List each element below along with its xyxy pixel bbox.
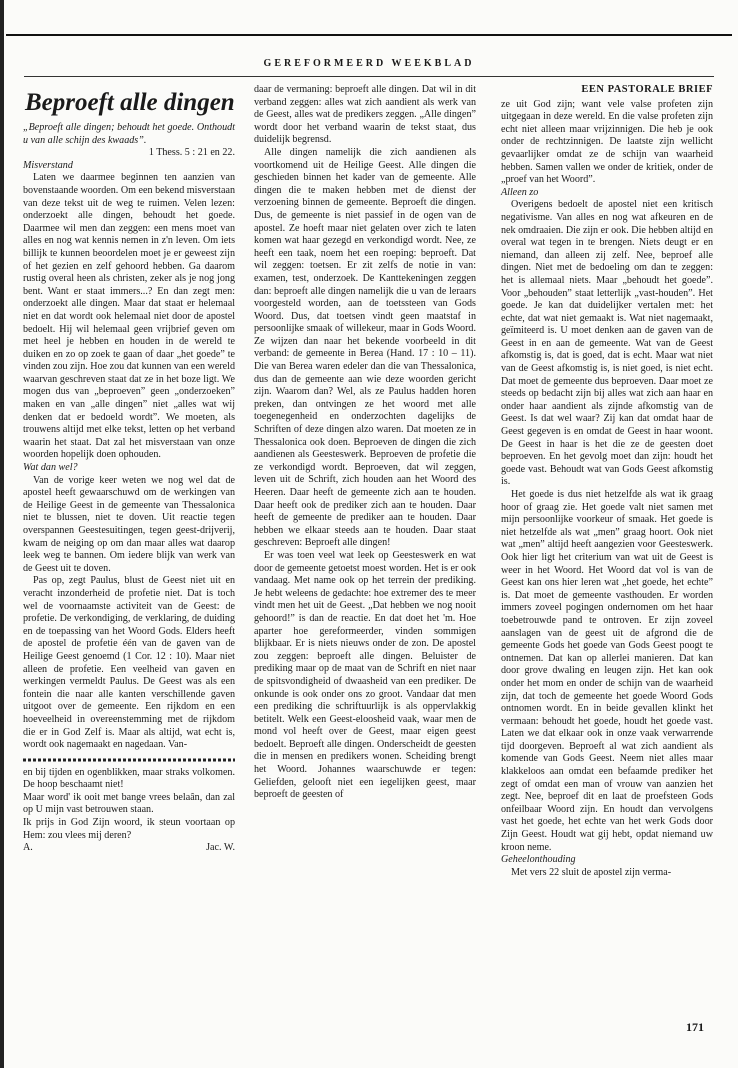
paragraph: Overigens bedoelt de apostel niet een kritisch negativisme. Van alles en nog wat afkeuren en de nek omdraaien. Die zijn er ook. Die hebben altijd en overal wat tegen in te brengen. Niets deugt er en niemand, dan alleen zij zelf. Nee, beproef alle dingen. Niet met de bedoeling om dan te zeggen: het is allemaal niets. Maar „behoudt het goede”. Voor „behouden” staat letterlijk „vast-houden”. Het goede. Je kan dat duidelijker vertalen met: het echte, dat wat niet gemaakt is. Wat niet nagemaakt, geïmiteerd is. U moet denken aan de gaven van de Geest in en aan de gemeente. Wat van de Geest afkomstig is, dat is goed, dat is echt. Maar wat niet van de Geest afkomstig is, is niet goed, is niet echt. Dat moet de gemeente dus beproeven. Daar moet ze steeds op bedacht zijn bij alles wat zich aan haar en onder haar aandient als zijnde afkomstig van de Geest. Is dat wel waar? Zij kan dat omdat haar de Geest gegeven is en omdat de Geest in haar woont. De Geest in haar is het die ze de geesten doet beproeven. En het gevolg moet dan zijn: houdt het goede vast. Behoudt wat van Gods Geest afkomstig is. — [501, 199, 713, 488]
paragraph: Van de vorige keer weten we nog wel dat de apostel heeft gewaarschuwd om de werkingen van de Heilige Geest in de gemeente van Thessalonica niet te blussen, niet te doven. Uit reactie tegen overspannen Geestesuitingen, tegen geest-drijverij, kwam de neiging op om dan maar alles wat daarop leek weg te bannen. Om iedere blijk van werk van de Geest uit te doven. — [23, 474, 235, 574]
header-rule — [24, 76, 714, 77]
poem-line: en bij tijden en ogenblikken, maar straks volkomen. De hoop beschaamt niet! — [23, 766, 235, 791]
subheading-wat-dan-wel: Wat dan wel? — [23, 462, 78, 474]
paragraph: Het goede is dus niet hetzelfde als wat ik graag hoor of graag zie. Het goede valt niet samen met mijn persoonlijke voorkeur of smaak. Het goede is niet hetzelfde als wat „men” graag hoort. Ook niet wat „men” altijd heeft aangezien voor Geesteswerk. Ook hier ligt het criterium van wat uit de Geest is weer in het Woord. Het Woord dat vol is van de Geest kan ons hier leren wat „het goede, het echte” is. Dat moet de gemeente vasthouden. Er worden immers zoveel pogingen ondernomen om het haar toebetrouwde pand te ontroven. Er zijn zoveel aanslagen van de geest uit de afgrond die de gemeente Gods het goede van Gods Geest poogt te ontnemen. Dat kan op allerlei manieren. Dat kan door grove dwaling en leugen zijn. Het kan ook onder het mom en onder de schijn van de waarheid zijn, dat toch de gemeente het goede Woord Gods ontnomen wordt. En in beide gevallen klinkt het vermaan: behoudt het goede, houdt het goede vast. Laten we dat elkaar ook in onze vaak verwarrende tijd doorgeven. Beproeft al wat zich aandient als komende van Gods Geest. Neem niet alles maar klakkeloos aan omdat een befaamde prediker het zegt of omdat een man of vrouw van aanzien het zegt. Nee, beproef dit en laat de proefsteen Gods onfeilbaar Woord zijn. En houdt dan vervolgens vast het goede, het echte van het werk Gods door Zijn Geest. Houdt wat gij hebt, opdat niemand uw kroon neme. — [501, 489, 713, 853]
motto-quote: „Beproeft alle dingen; behoudt het goede. Onthoudt u van alle schijn des kwaads”. — [23, 122, 235, 146]
paragraph: daar de vermaning: beproeft alle dingen. Dat wil in dit verband zeggen: alles wat zich aandient als werk van de Geest, alles wat de predikers zeggen. „Alle dingen” wordt door het verband waarin de tekst staat, dus duidelijk begrensd. — [254, 84, 476, 146]
top-rule — [6, 34, 732, 36]
section-label: EEN PASTORALE BRIEF — [581, 84, 713, 95]
subheading-geheelonthouding: Geheelonthouding — [501, 854, 576, 866]
poem-line: Maar word' ik ooit met bange vrees belaân, dan zal op U mijn vast betrouwen staan. — [23, 791, 235, 816]
running-header: GEREFORMEERD WEEKBLAD — [263, 58, 475, 69]
signature-author: Jac. W. — [206, 842, 235, 854]
scan-edge — [0, 0, 4, 1068]
column-1 — [23, 84, 235, 855]
paragraph: Laten we daarmee beginnen ten aanzien van bovenstaande woorden. Om een bekend misverstaan van deze tekst uit de weg te ruimen. Velen lezen: onderzoekt alle dingen, behoudt het goede. Daarmee wil men dan zeggen: een mens moet van alles en nog wat kennis nemen in z'n leven. Om iets billijk te kunnen beoordelen moet je er geweest zijn of het gezien en zelf gehoord hebben. Ga daarom rustig overal heen als christen, zeker als je nog jong bent. Want er staat immers...? En dan zegt men: onderzoekt alle dingen. Maar dat staat er helemaal niet en dat wordt ook helemaal niet door de apostel bedoelt. Hij wil helemaal geen vrijbrief geven om met heel je hebben en houden in de wereld te duiken en zo op zoek te gaan of daar „het goede” te vinden zou zijn. Hoe zou dat kunnen van een wereld waarvan geschreven staat dat ze in het boze ligt. We mogen dus van „beproeven” geen „onderzoeken” maken en van „alle dingen” niet „alles wat wij denken dat er bedoeld wordt”. We moeten, als trouwens altijd met elke tekst, letten op het verband waarin het staat. Dat zal het misverstaan van onze woorden hopelijk doen ophouden. — [23, 172, 235, 461]
paragraph: Met vers 22 sluit de apostel zijn verma- — [511, 866, 672, 878]
closing-poem — [23, 767, 235, 855]
paragraph: Alle dingen namelijk die zich aandienen als voortkomend uit de Heilige Geest. Alle dingen die geschieden binnen het kader van de gemeente. Alle dingen die te maken hebben met de dienst der verzoening binnen de gemeente. Beproeft die dingen. Dus, de gemeente is niet passief in de ogen van de apostel. Ze hoeft maar niet gelaten over zich te laten komen wat haar gezegd en verkondigd wordt. Nee, ze heeft een taak, noem het een roeping: beproeft. Dat wil zeggen: toetsen. Er zit zelfs de notie in van: examen, test, onderzoek. De Kanttekeningen zeggen dan: beproeft alle dingen namelijk die u van de leraars voorgesteld worden, aan de toetssteen van Gods Woord. Dus, dat toetsen vindt geen maatstaf in persoonlijke smaak of willekeur, maar in Gods Woord. Ze wijzen dan naar het bekende voorbeeld in dit verband: de gemeente in Berea (Hand. 17 : 10 – 11). Die van Berea waren edeler dan die van Thessalonica, dus dan de gemeente aan wie deze woorden gericht zijn. Waarom dan? Wel, als ze Paulus hadden horen preken, dan ontvingen ze het woord met alle toegenegenheid en onderzochten dagelijks de Schriften of deze dingen alzo waren. Dat moeten ze in Thessalonica ook doen. Beproeven de dingen die zich aandienen als Geesteswerk. Beproeven de profetie die ze verkondigd wordt. Beproeven, dat wil zeggen, leven uit de Schrift, zich houden aan het Woord des Heeren. Daar heeft de gemeente zich aan te houden. Daar heeft ook de prediker zich aan te houden. Daar heeft de gemeente de prediker aan te houden. Daar hebben we elkaar steeds aan te houden. Daar staat geschreven: Beproeft alle dingen! — [254, 146, 476, 549]
paragraph: ze uit God zijn; want vele valse profeten zijn uitgegaan in deze wereld. En die valse profeten zijn echt niet alleen maar vrijzinnigen. Die heb je ook onder de rechtzinnigen. De laatste zijn wellicht gevaarlijker omdat ze de schijn van waarheid hebben. Samen vallen we onder de kritiek, onder de „proef van het Woord”. — [501, 98, 713, 186]
article-title: Beproeft alle dingen — [25, 89, 235, 116]
motto-reference: 1 Thess. 5 : 21 en 22. — [148, 147, 235, 159]
subheading-alleen-zo: Alleen zo — [501, 186, 539, 198]
signature-line — [23, 842, 235, 855]
column-3 — [501, 84, 713, 879]
page-number: 171 — [686, 1020, 704, 1034]
signature-initial: A. — [23, 842, 33, 854]
paragraph: Er was toen veel wat leek op Geesteswerk en wat door de gemeente getoetst moest worden. Het is er ook vandaag. Met name ook op het terrein der prediking. Je hebt weleens de gedachte: hoe extremer des te meer vindt men het uit de Geest. „Dat hebben we nog nooit gehoord!” is dan de reactie. En dat doet het 'm. Hoe aparter hoe gereformeerder, vinden sommigen blijkbaar. Er is niets nieuws onder de zon. De apostel zou zeggen: beproeft alle dingen. Beluister de prediking maar op de maat van de Schrift en niet naar de spitsvondigheid of dwaasheid van een prediker. De onkunde is ook onder ons zo groot. Vandaar dat men een prediking die schriftuurlijk is als oppervlakkig betitelt. Welk een Geest-eloosheid vaak, waar men de mond vol heeft over de Geest, maar eigen geest bedoelt. Beproeft alle dingen. Onderscheidt de geesten die in mensen en predikers wonen. Scheiding brengt het Woord. Johannes waarschuwde er tegen: Geliefden, gelooft niet een iegelijken geest, maar beproeft de geesten of — [254, 549, 476, 801]
subheading-misverstand: Misverstand — [23, 159, 73, 171]
column-2 — [254, 84, 476, 802]
section-divider — [23, 758, 235, 761]
paragraph: Pas op, zegt Paulus, blust de Geest niet uit en veracht inzonderheid de profetie niet. Dat is toch wel de voornaamste activiteit van de Geest: de profetie. De verkondiging, de verklaring, de duiding en de toepassing van het Woord Gods. Elders heeft de apostel de profetie één van de gaven van de Heilige Geest genoemd (1 Cor. 12 : 10). Maar niet alleen de profetie. Een veelheid van gaven en werkingen vermeldt Paulus. De Geest was als een fontein die naar alle kanten verschillende gaven uitgoot over de gemeente. Een rijkdom en een hoeveelheid in overeenstemming met de rijkdom die er in God Zelf is. Maar als altijd, wat echt is, wordt ook nagemaakt en nagedaan. Van- — [23, 575, 235, 751]
poem-line: Ik prijs in God Zijn woord, ik steun voortaan op Hem: zou vlees mij deren? — [23, 817, 235, 841]
